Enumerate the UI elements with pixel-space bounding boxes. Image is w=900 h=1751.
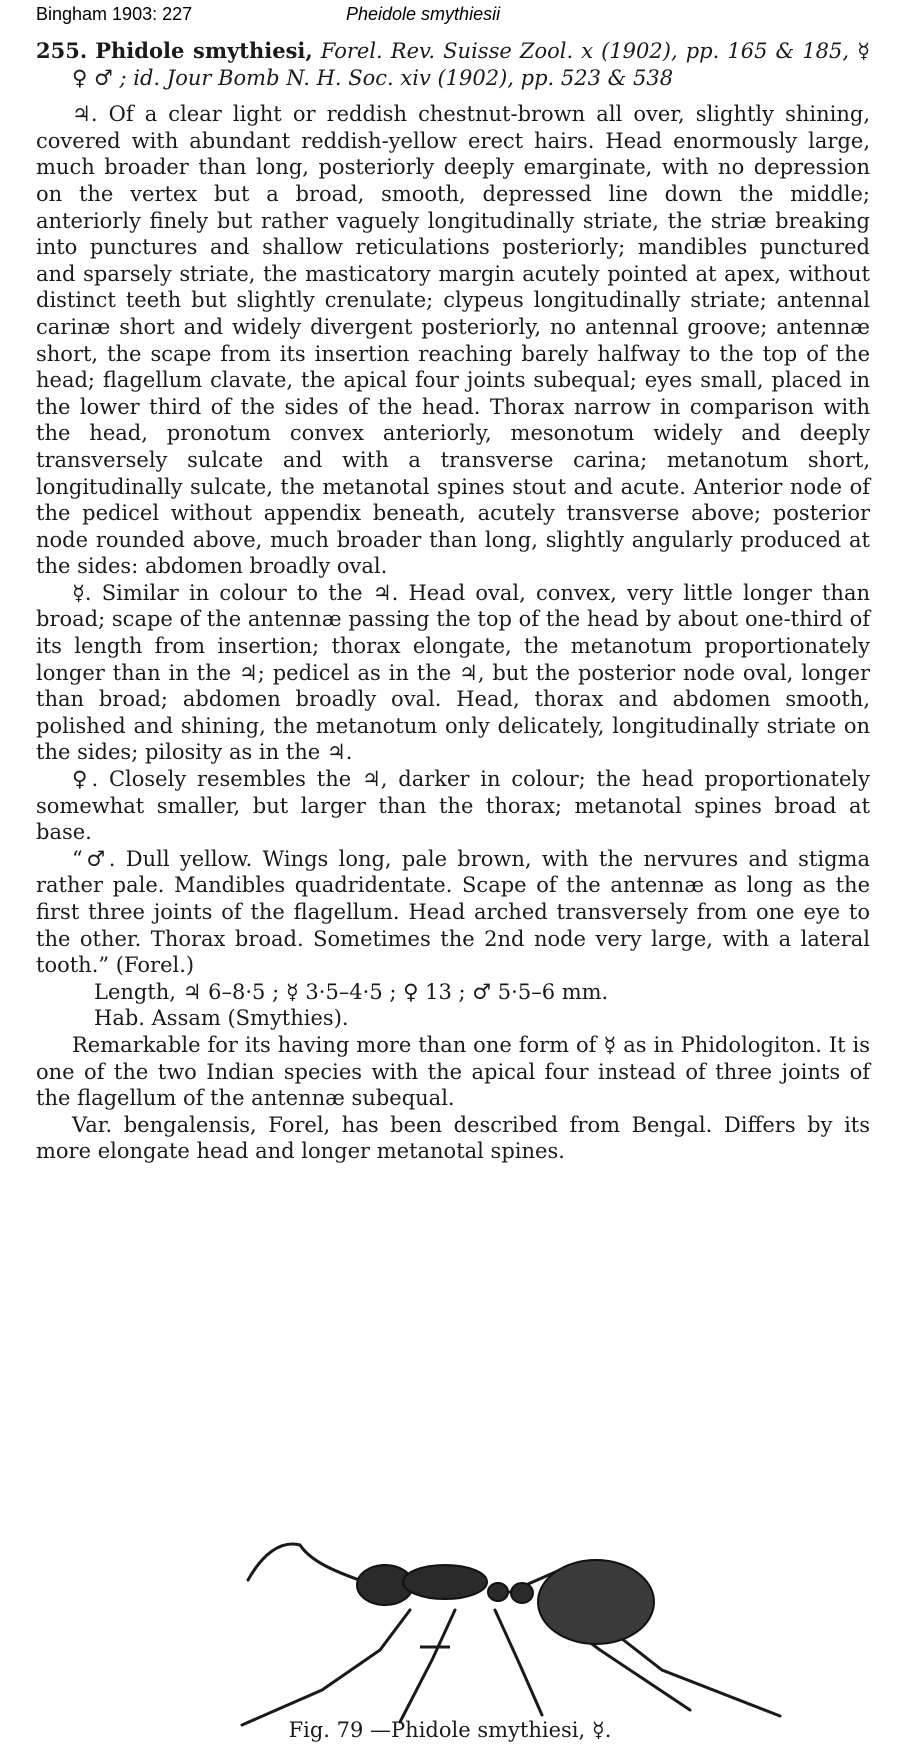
variety-paragraph: Var. bengalensis, Forel, has been described from Bengal. Differs by its more elongate head and longer metanotal spines. bbox=[36, 1112, 870, 1164]
antenna-line bbox=[248, 1544, 365, 1582]
ant-thorax bbox=[403, 1565, 487, 1599]
leg-line bbox=[495, 1610, 542, 1715]
entry-name: Phidole smythiesi, bbox=[95, 38, 313, 63]
paragraph-major-worker: ♃. Of a clear light or reddish chestnut-brown all over, slightly shining, covered with abundant reddish-yellow erect hairs. Head enormously large, much broader than long, posteriorly deeply emarginate, with no depression on the vertex but a broad, smooth, depressed line down the middle; anteriorly finely but rather vaguely longitudinally striate, the striæ breaking into punctures and shallow reticulations posteriorly; mandibles punctured and sparsely striate, the masticatory margin acutely pointed at apex, without distinct teeth but slightly crenulate; clypeus longitudinally striate; antennal carinæ short and widely divergent posteriorly, no antennal groove; antennæ short, the scape from its insertion reaching barely halfway to the top of the head; flagellum clavate, the apical four joints subequal; eyes small, placed in the lower third of the sides of the head. Thorax narrow in comparison with the head, pronotum convex anteriorly, mesonotum widely and deeply transversely sulcate and with a transverse carina; metanotum short, longitudinally sulcate, the metanotal spines stout and acute. Anterior node of the pedicel without appendix beneath, acutely transverse above; posterior node rounded above, much broader than long, slightly angularly produced at the sides: abdomen broadly oval. bbox=[36, 102, 870, 579]
entry-reference: Forel. Rev. Suisse Zool. x (1902), pp. 165 & 185, ☿ ♀ ♂ ; id. Jour Bomb N. H. Soc. xiv (1902), pp. 523 & 538 bbox=[72, 39, 871, 90]
ant-figure bbox=[0, 1500, 900, 1730]
paragraph-female: ♀. Closely resembles the ♃, darker in colour; the head proportionately somewhat smaller, but larger than the thorax; metanotal spines broad at base. bbox=[36, 767, 870, 845]
leg-line bbox=[242, 1610, 410, 1725]
entry-heading bbox=[36, 38, 870, 91]
figure-caption: Fig. 79 —Phidole smythiesi, ☿. bbox=[288, 1718, 612, 1742]
entry-number: 255. bbox=[36, 38, 88, 63]
habitat-line: Hab. Assam (Smythies). bbox=[94, 1006, 349, 1031]
header-citation: Bingham 1903: 227 bbox=[36, 4, 193, 24]
ant-abdomen bbox=[538, 1560, 654, 1644]
document-body bbox=[36, 38, 870, 1165]
ant-node bbox=[511, 1583, 533, 1603]
remark-paragraph: Remarkable for its having more than one form of ☿ as in Phidologiton. It is one of the two Indian species with the apical four instead of three joints of the flagellum of the antennæ subequal. bbox=[36, 1032, 870, 1111]
leg-line bbox=[400, 1610, 455, 1722]
header-taxon: Pheidole smythiesii bbox=[346, 4, 501, 24]
length-line: Length, ♃ 6–8·5 ; ☿ 3·5–4·5 ; ♀ 13 ; ♂ 5·5–6 mm. bbox=[94, 979, 609, 1004]
paragraph-male: “♂. Dull yellow. Wings long, pale brown, with the nervures and stigma rather pale. Mandibles quadridentate. Scape of the antennæ as long as the first three joints of the flagellum. Head arched transversely from one eye to the other. Thorax broad. Sometimes the 2nd node very large, with a lateral tooth.” (Forel.) bbox=[36, 846, 870, 978]
ant-node bbox=[488, 1583, 508, 1601]
paragraph-worker: ☿. Similar in colour to the ♃. Head oval, convex, very little longer than broad; scape of the antennæ passing the top of the head by about one-third of its length from insertion; thorax elongate, the metanotum proportionately longer than in the ♃; pedicel as in the ♃, but the posterior node oval, longer than broad; abdomen broadly oval. Head, thorax and abdomen smooth, polished and shining, the metanotum only delicately, longitudinally striate on the sides; pilosity as in the ♃. bbox=[36, 580, 870, 765]
